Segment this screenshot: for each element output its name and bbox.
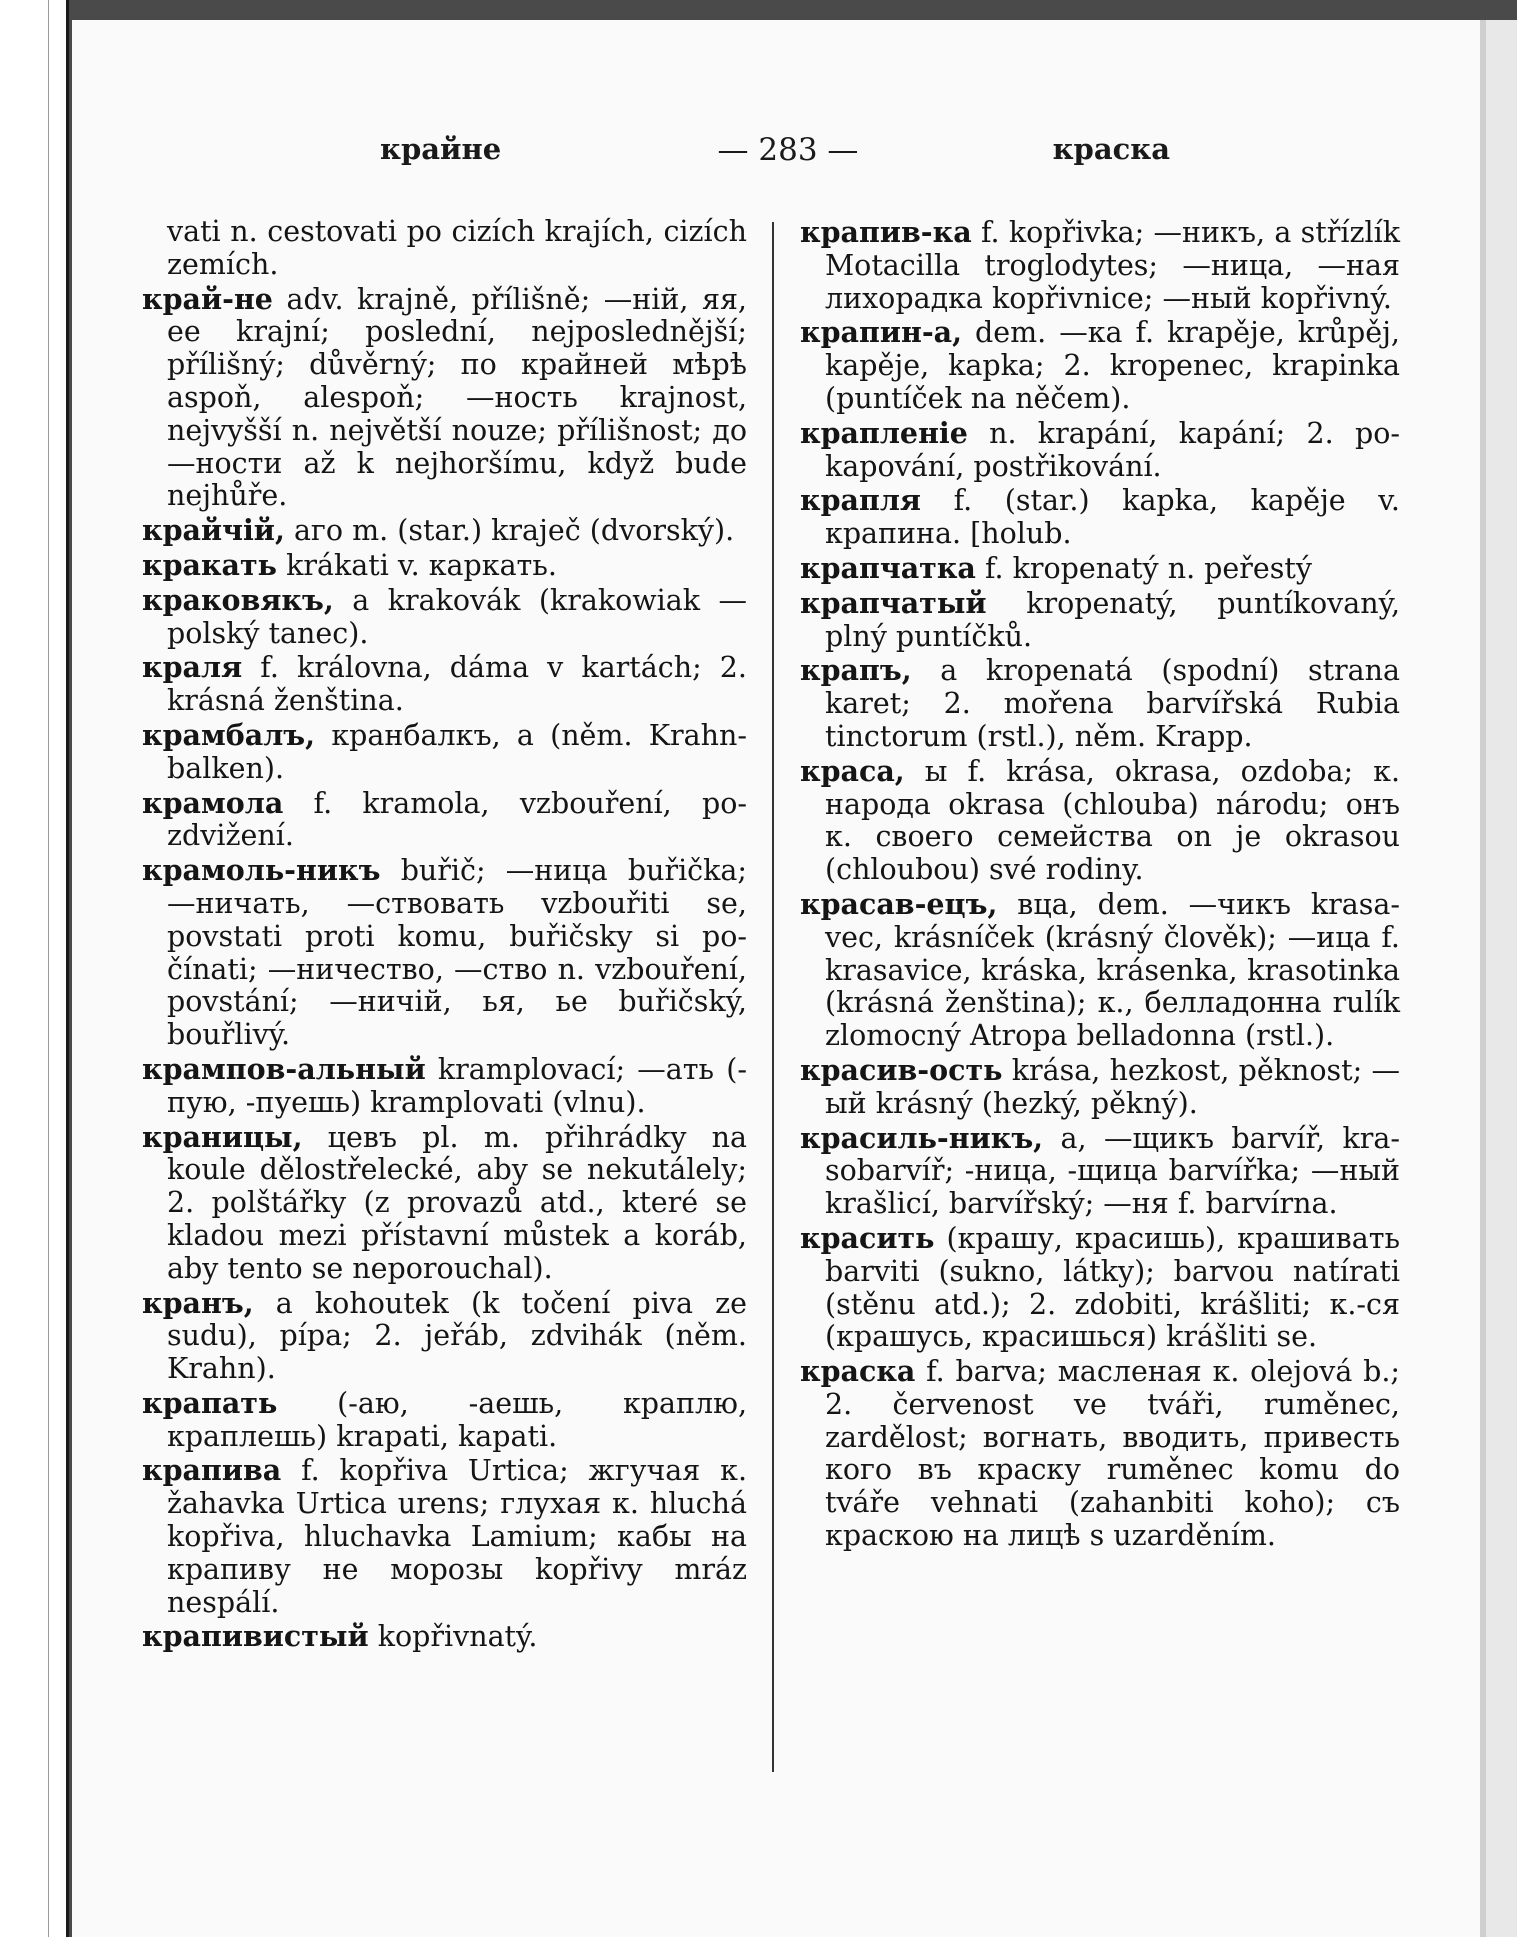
dictionary-entry: [800, 1355, 1400, 1553]
entry-definition: f. kopřiva Urtica; жгучая к. žahavka Urtica urens; глухая к. hluchá kopřiva, hluchavka Lamium; кабы на крапиву не морозы kopřivy mráz nespálí.: [167, 1454, 747, 1619]
dictionary-entry: [142, 1454, 747, 1619]
entry-definition: ы f. krása, okrasa, ozdoba; к. народа okrasa (chlouba) národu; онъ к. своего семейства on je okrasou (chloubou) své rodiny.: [825, 754, 1401, 887]
entry-headword: крамбалъ,: [142, 717, 316, 752]
dictionary-entry: [800, 552, 1400, 586]
dictionary-entry: [800, 1222, 1400, 1354]
entry-definition: кранбалкъ, а (něm. Krahnbalken).: [167, 718, 747, 785]
left-column: [142, 216, 747, 1655]
entry-definition: a krakovák (krakowiak — polský tanec).: [167, 583, 747, 650]
entry-headword: крапленіе: [800, 415, 968, 450]
entry-definition: kropenatý, puntíkovaný, plný puntíčků.: [825, 586, 1401, 653]
entry-headword: крапивистый: [142, 1619, 369, 1654]
entry-definition: f. kropenatý n. peřestý: [984, 551, 1312, 585]
entry-definition: f. barva; масленая к. olejová b.; 2. červenost ve tváři, ruměnec, zardělost; вогнать, вводить, привесть кого въ краску ruměnec komu do tváře vehnati (zahanbiti koho); съ краскою на лицѣ s uzarděním.: [825, 1355, 1400, 1553]
dictionary-entry: [800, 417, 1400, 484]
entry-headword: краска: [800, 1354, 916, 1389]
dictionary-entry: [142, 283, 747, 514]
dictionary-entry: [800, 1122, 1400, 1221]
entry-definition: а, —щикъ barvíř, krasobarvíř; -ница, -щица barvířka; —ный krašlicí, barvířský; —ня f. barvírna.: [825, 1121, 1400, 1221]
entry-definition: a kropenatá (spodní) strana karet; 2. mořena barvířská Rubia tinctorum (rstl.), něm. Krapp.: [825, 654, 1400, 753]
dictionary-entry: [142, 1387, 747, 1454]
entry-headword: краницы,: [142, 1119, 303, 1154]
dictionary-entry: [142, 651, 747, 718]
entry-headword: крапив-ка: [800, 215, 972, 249]
entry-headword: крапин-а,: [800, 315, 963, 350]
entry-headword: крампов-альный: [142, 1051, 426, 1086]
column-divider: [772, 222, 774, 1772]
entry-definition: kopřivnatý.: [377, 1620, 538, 1654]
dictionary-entry: [800, 1054, 1400, 1121]
entry-headword: крапъ,: [800, 653, 912, 688]
dictionary-entry: [142, 584, 747, 651]
entry-definition: krákati v. каркать.: [286, 548, 557, 582]
page-header: [380, 132, 1170, 172]
dictionary-entry: [142, 854, 747, 1052]
entry-definition: аго m. (star.) kraječ (dvorský).: [293, 514, 735, 548]
entry-headword: красиль-никъ,: [800, 1120, 1044, 1155]
entry-headword: кракать: [142, 547, 278, 582]
entry-definition: buřič; —ница buřička; —ничать, —ствовать vzbouřiti se, povstati proti komu, buřičsky si počínati; —ничество, —ство n. vzbouření, povstání; —ничій, ья, ье buřičský, bouřlivý.: [167, 854, 748, 1052]
entry-headword: крапива: [142, 1453, 282, 1488]
entry-headword: крапля: [800, 483, 921, 518]
dictionary-entry: [142, 1121, 747, 1286]
dictionary-entry: [142, 514, 747, 548]
dictionary-entry: [142, 549, 747, 583]
entry-definition: f. kopřivka; —никъ, a střízlík Motacilla troglodytes; —ница, —ная лихорадка kopřivnice; —ный kopřivný.: [825, 216, 1400, 315]
entry-definition: vati n. cestovati po cizích krajích, cizích zemích.: [167, 215, 747, 281]
entry-headword: красить: [800, 1220, 935, 1255]
entry-headword: крапать: [142, 1385, 278, 1420]
dictionary-entry: [800, 888, 1400, 1053]
dictionary-entry: [142, 787, 747, 854]
entry-definition: f. královna, dáma v kartách; 2. krásná ženština.: [167, 651, 747, 718]
dictionary-entry: [800, 484, 1400, 551]
entry-definition: f. (star.) kapka, kapěje v. крапина. [holub.: [825, 484, 1400, 551]
dictionary-entry: [800, 587, 1400, 654]
entry-headword: красив-ость: [800, 1052, 1003, 1087]
dictionary-entry: [142, 216, 747, 282]
left-guide-word: крайне: [380, 132, 502, 166]
entry-headword: краса,: [800, 753, 905, 788]
entry-headword: крамоль-никъ: [142, 853, 381, 888]
entry-headword: крайчій,: [142, 513, 285, 548]
entry-definition: adv. krajně, přílišně; —ній, яя, ее krajní; poslední, nejposlednější; přílišný; důvěrný; по крайней мѣрѣ aspoň, alespoň; —ность krajnost, nejvyšší n. největší nouze; přílišnost; до —ности až k nejhoršímu, když bude nejhůře.: [167, 282, 747, 513]
binding-edge: [66, 0, 69, 1937]
entry-definition: (-аю, -аешь, краплю, краплешь) krapati, kapati.: [167, 1386, 748, 1453]
right-guide-word: краска: [1052, 132, 1170, 166]
entry-headword: краковякъ,: [142, 582, 334, 617]
dictionary-entry: [142, 1620, 747, 1654]
entry-headword: крамола: [142, 785, 284, 820]
right-column: [800, 216, 1400, 1554]
dictionary-entry: [142, 1053, 747, 1120]
entry-definition: kramplovací; —ать (-пую, -пуешь) kramplovati (vlnu).: [167, 1052, 747, 1119]
dictionary-entry: [800, 654, 1400, 753]
entry-definition: krása, hezkost, pěknost; —ый krásný (hezký, pěkný).: [825, 1053, 1400, 1120]
page-number: — 283 —: [717, 132, 859, 168]
entry-headword: крапчатка: [800, 550, 976, 585]
dictionary-entry: [142, 719, 747, 786]
entry-definition: f. kramola, vzbouření, pozdvižení.: [167, 786, 747, 853]
entry-headword: кранъ,: [142, 1285, 254, 1320]
dictionary-entry: [800, 316, 1400, 415]
previous-page-shadow: [48, 0, 49, 1937]
entry-definition: a kohoutek (k točení piva ze sudu), pípa; 2. jeřáb, zdvihák (něm. Krahn).: [167, 1286, 748, 1386]
entry-definition: вца, dem. —чикъ krasavec, krásníček (krásný člověk); —ица f. krasavice, kráska, krásenka, krasotinka (krásná ženština); к., белладонна rulík zlomocný Atropa belladonna (rstl.).: [825, 887, 1400, 1053]
page-right-margin: [1486, 20, 1517, 1937]
previous-page-edge: [0, 0, 66, 1937]
entry-headword: красав-ецъ,: [800, 886, 998, 921]
dictionary-entry: [142, 1287, 747, 1386]
entry-definition: n. krapání, kapání; 2. pokapování, postřikování.: [825, 416, 1400, 483]
entry-definition: (крашу, красишь), крашивать barviti (sukno, látky); barvou natírati (stěnu atd.); 2. zdobiti, krášliti; к.-ся (крашусь, красишься) krášliti se.: [825, 1221, 1401, 1354]
entry-definition: цевъ pl. m. přihrádky na koule dělostřelecké, aby se nekutálely; 2. polštářky (z provazů atd., které se kladou mezi přístavní můstek a koráb, aby tento se neporouchal).: [167, 1120, 747, 1285]
dictionary-entry: [800, 755, 1400, 887]
entry-headword: крапчатый: [800, 585, 987, 620]
entry-definition: dem. —ка f. krapěje, krůpěj, kapěje, kapka; 2. kropenec, krapinka (puntíček na něčem).: [825, 316, 1400, 415]
entry-headword: краля: [142, 650, 243, 685]
entry-headword: край-не: [142, 281, 273, 316]
dictionary-entry: [800, 216, 1400, 315]
